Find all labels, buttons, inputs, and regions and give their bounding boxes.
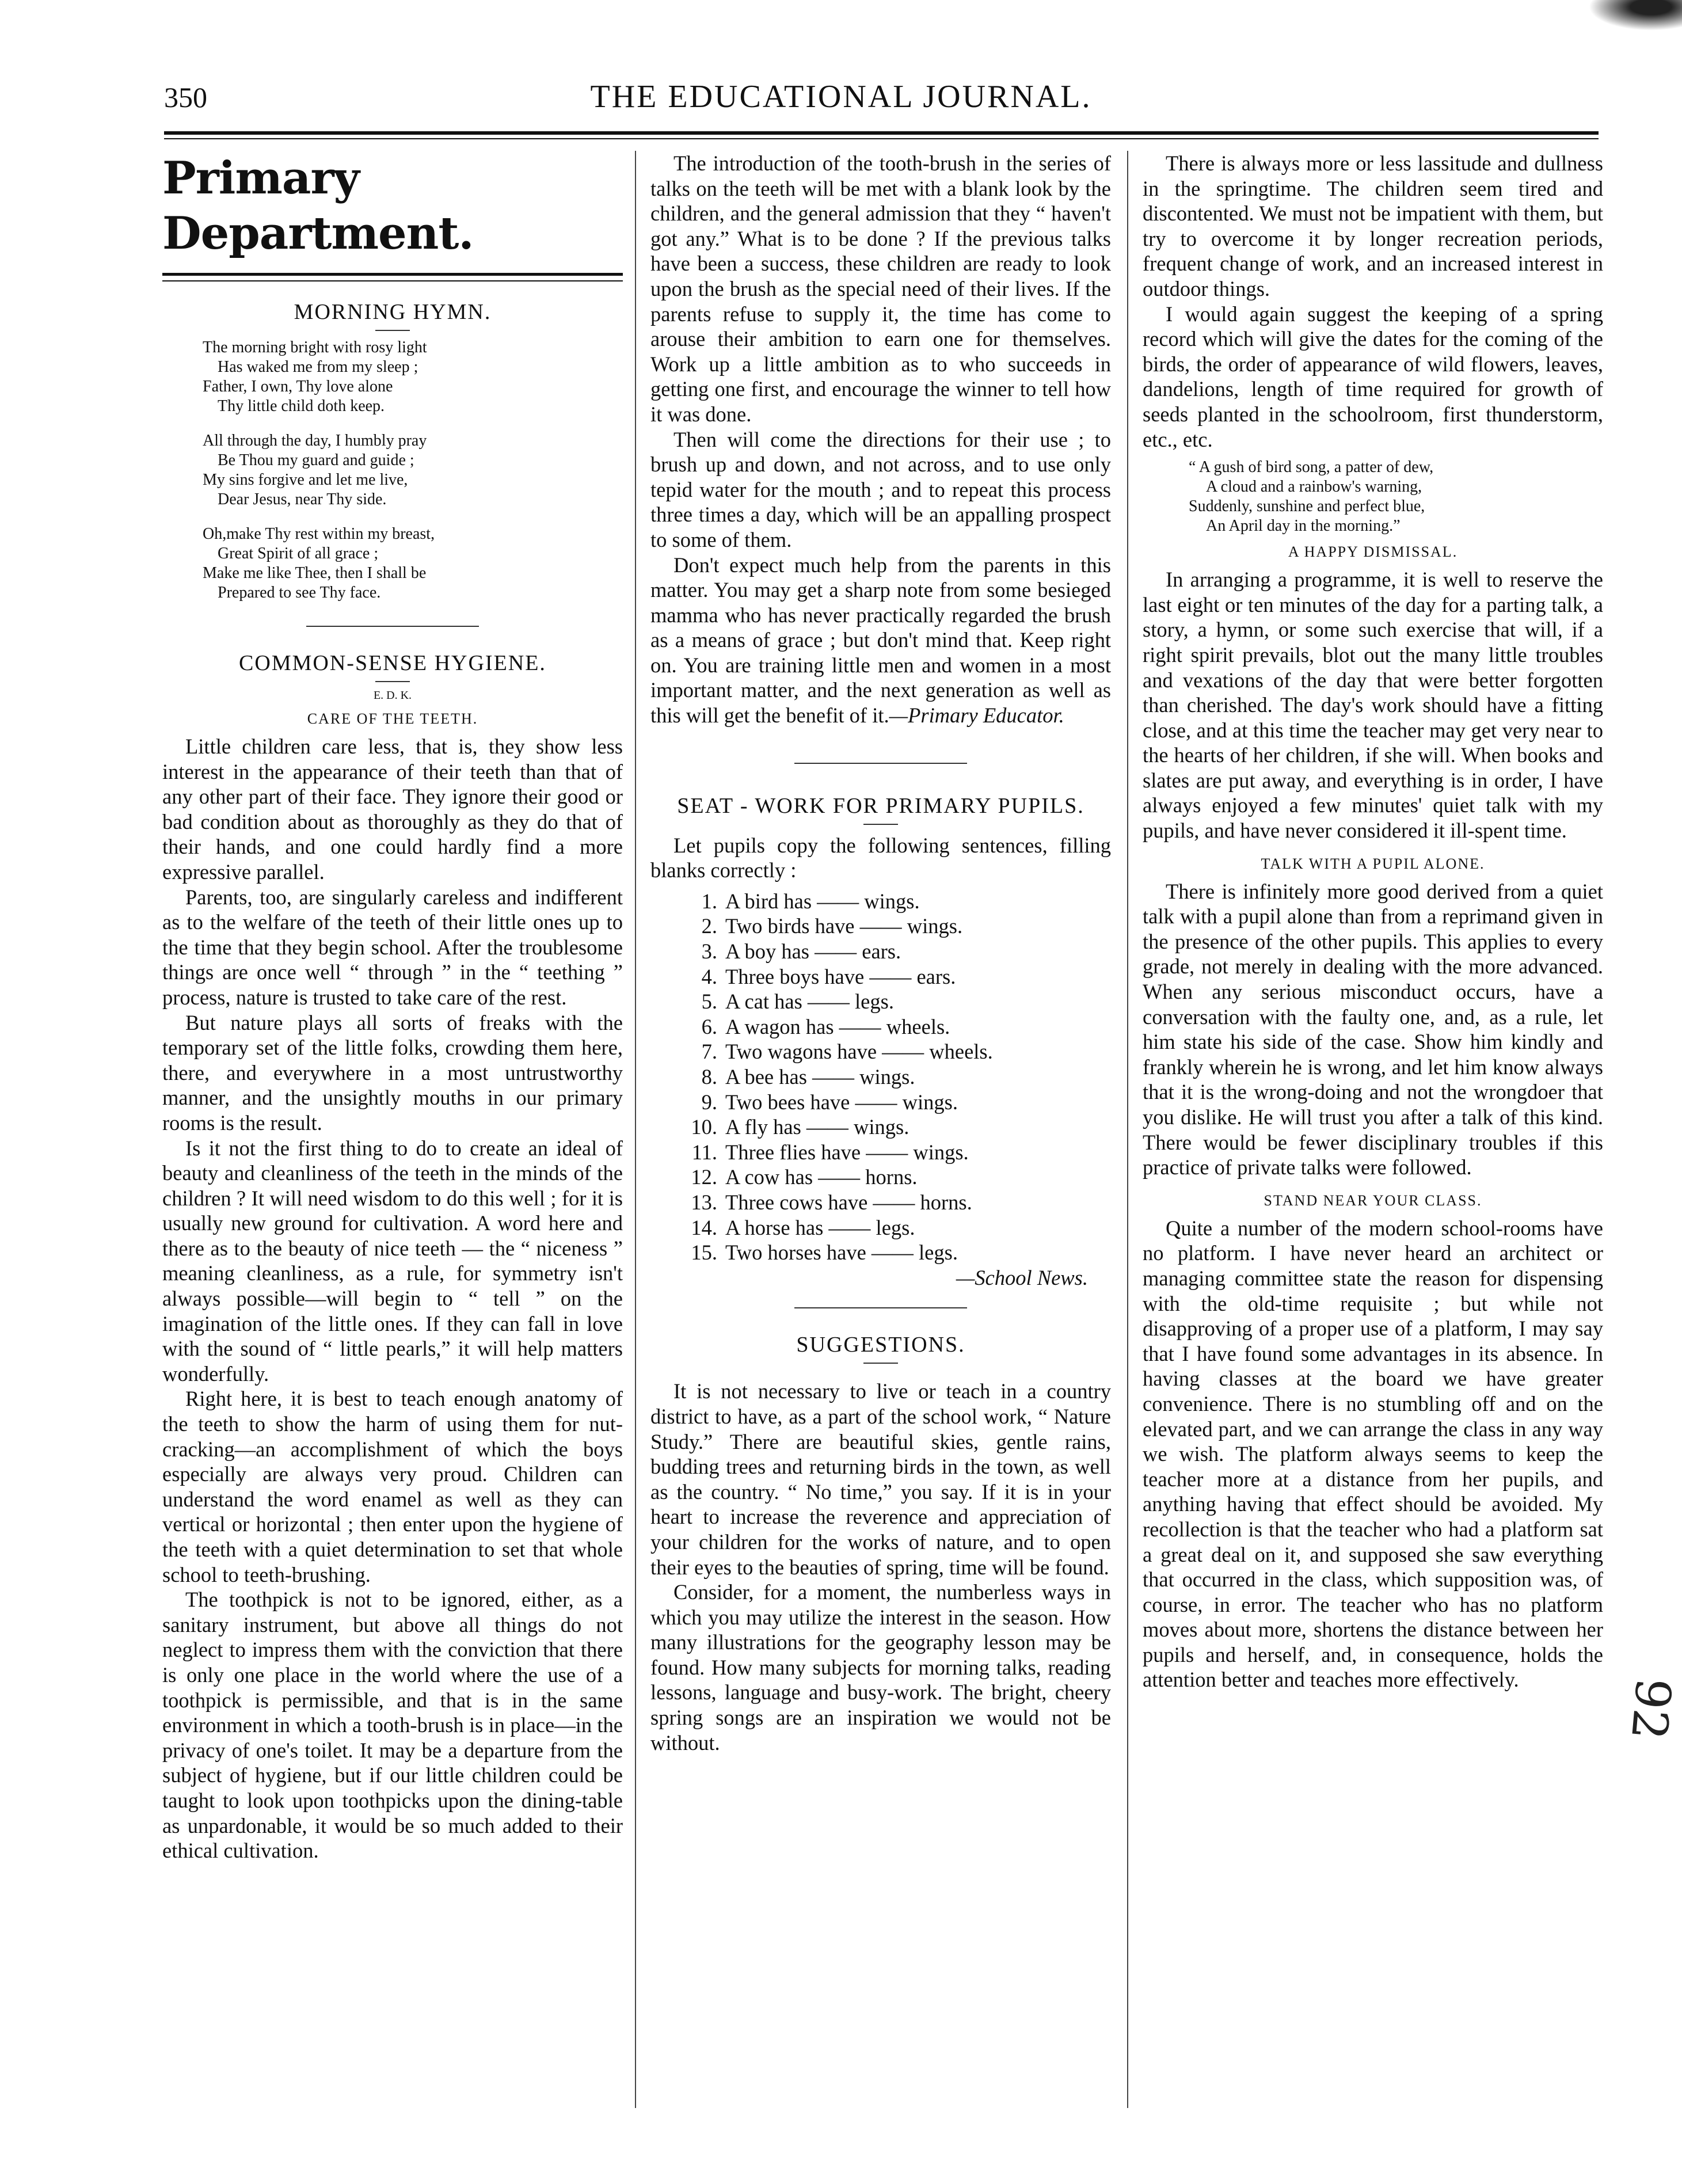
hygiene-paragraph: But nature plays all sorts of freaks with the temporary set of the little folks, crowding them here, there, and everywhere in a most untrustworthy manner, and the unsightly mouths in our primary rooms is the result. bbox=[162, 1010, 623, 1135]
hymn-line: Has waked me from my sleep ; bbox=[218, 358, 418, 376]
hygiene-paragraph: The toothpick is not to be ignored, either, as a sanitary instrument, but above all things do not neglect to impress them with the conviction that there is only one place in the world where the use of a toothpick is permissible, and that is in the same environment in which a tooth-brush is in place—in the privacy of one's toilet. It may be a departure from the subject of hygiene, but if our little children could be taught to look upon toothpicks upon the dining-table as unpardonable, it would be so much added to their ethical cultivation. bbox=[162, 1588, 623, 1863]
list-item bbox=[685, 964, 1111, 990]
item-text: Three flies have —— wings. bbox=[725, 1140, 969, 1164]
hymn-line: Be Thou my guard and guide ; bbox=[218, 451, 414, 469]
suggestions-paragraph: I would again suggest the keeping of a spring record which will give the dates for the coming of the birds, the order of appearance of wild flowers, leaves, dandelions, length of time required for growth of seeds planted in the schoolroom, first thunderstorm, etc., etc. bbox=[1143, 302, 1603, 451]
hygiene-paragraph: Little children care less, that is, they show less interest in the appearance of their teeth than that of any other part of their face. They ignore their good or bad condition about as thoroughly as they do that of their hands, and one could hardly find a more expressive parallel. bbox=[162, 735, 623, 884]
handwritten-margin-note: 92 bbox=[1620, 1676, 1682, 1742]
suggestions-paragraph: Consider, for a moment, the numberless ways in which you may utilize the interest in the season. How many illustrations for the geography lesson may be found. How many subjects for morning talks, reading lessons, language and busy-work. The bright, cheery spring songs are an inspiration we would not be without. bbox=[650, 1580, 1111, 1755]
item-text: A bee has —— wings. bbox=[725, 1065, 915, 1089]
list-item bbox=[685, 1215, 1111, 1241]
item-text: A bird has —— wings. bbox=[725, 889, 920, 913]
hymn-line: Father, I own, Thy love alone bbox=[203, 378, 393, 395]
hygiene-paragraph-final bbox=[650, 553, 1111, 728]
stand-paragraph: Quite a number of the modern school-rooms have no platform. I have never heard an architect or managing committee state the reason for dispensing with the old-time requisite ; but while not disapproving of a proper use of a platform, I may say that I have found some advantages in its absence. In having classes at the board we have greater convenience. There is no stumbling off and on the elevated part, and we can arrange the class in any way we wish. The platform always seems to keep the teacher more at a distance from her pupils, and anything having that effect should be avoided. My recollection is that the teacher who had a platform sat a great deal on it, and supposed she saw everything that occurred in the class, which supposition was, of course, in error. The teacher who has no platform moves about more, shortens the distance between her pupils and herself, and, in consequence, holds the attention better and teaches more effectively. bbox=[1143, 1216, 1603, 1692]
hygiene-paragraph: Parents, too, are singularly careless and indifferent as to the welfare of the teeth of their little ones up to the time that they begin school. After the troublesome things are once well “ through ” in the “ teething ” process, nature is trusted to take care of the rest. bbox=[162, 885, 623, 1009]
item-text: A wagon has —— wheels. bbox=[725, 1014, 950, 1038]
header-rule-thin bbox=[164, 138, 1599, 139]
list-item bbox=[685, 939, 1111, 964]
talk-title: TALK WITH A PUPIL ALONE. bbox=[1261, 855, 1485, 872]
seatwork-intro: Let pupils copy the following sentences, filling blanks correctly : bbox=[650, 833, 1111, 882]
hymn-line: Make me like Thee, then I shall be bbox=[203, 564, 427, 582]
item-text: A horse has —— legs. bbox=[725, 1215, 915, 1239]
journal-title: THE EDUCATIONAL JOURNAL. bbox=[590, 79, 1092, 115]
list-item bbox=[685, 914, 1111, 939]
hymn-line: The morning bright with rosy light bbox=[203, 338, 427, 356]
hymn-line: Oh,make Thy rest within my breast, bbox=[203, 525, 435, 543]
item-number: 9. bbox=[701, 1090, 717, 1114]
item-number: 10. bbox=[691, 1115, 717, 1139]
department-rule-thin bbox=[162, 280, 623, 281]
item-text: A fly has —— wings. bbox=[725, 1115, 910, 1139]
item-number: 1. bbox=[701, 889, 717, 913]
hygiene-paragraph: Right here, it is best to teach enough anatomy of the teeth to show the harm of using them for nut-cracking—an accomplishment of which the boys especially are always very proud. Children can understand the word enamel as well as they can vertical or horizontal ; then enter upon the hygiene of the teeth with a quiet determination to set that whole school to teeth-brushing. bbox=[162, 1387, 623, 1586]
dismissal-paragraph: In arranging a programme, it is well to reserve the last eight or ten minutes of the day for a parting talk, a story, a hymn, or some such exercise that will, if a right spirit prevails, blot out the many little troubles and vexations of the day that were better forgotten than cherished. The day's work should have a fitting close, and at this time the teacher may get very near to the hearts of her children, if she will. When books and slates are put away, and everything is in order, I have always enjoyed a few minutes' quiet talk with my pupils, and have never considered it ill-spent time. bbox=[1143, 568, 1603, 843]
item-number: 6. bbox=[701, 1014, 717, 1038]
section-separator bbox=[306, 626, 479, 627]
hygiene-byline: E. D. K. bbox=[373, 689, 412, 702]
hymn-verses bbox=[203, 338, 623, 603]
item-number: 13. bbox=[691, 1190, 717, 1214]
list-item bbox=[685, 1039, 1111, 1064]
hygiene-paragraph: The introduction of the tooth-brush in the series of talks on the teeth will be met with a blank look by the children, and the general admission that they “ haven't got any.” What is to be done ? If the previous talks have been a success, these children are ready to look upon the brush as the special need of their lives. If the parents refuse to supply it, the time has come to arouse their ambition to earn one for themselves. Work up a little ambition as to who succeeds in getting one first, and encourage the winner to tell how it was done. bbox=[650, 151, 1111, 426]
column-rule-2 bbox=[1127, 151, 1128, 2108]
item-number: 11. bbox=[691, 1140, 717, 1164]
seatwork-source: —School News. bbox=[956, 1265, 1088, 1289]
column-1 bbox=[162, 151, 623, 1863]
column-2 bbox=[650, 151, 1111, 1755]
seatwork-dash bbox=[863, 824, 898, 825]
item-number: 7. bbox=[701, 1040, 717, 1064]
item-number: 3. bbox=[701, 939, 717, 964]
stand-title: STAND NEAR YOUR CLASS. bbox=[1264, 1192, 1482, 1209]
list-item bbox=[685, 989, 1111, 1014]
item-number: 15. bbox=[691, 1241, 717, 1265]
suggestions-paragraph: It is not necessary to live or teach in a country district to have, as a part of the school work, “ Nature Study.” There are beautiful skies, gentle rains, budding trees and returning birds in the town, as well as the country. “ No time,” you say. If it is in your heart to increase the reverence and appreciation of your children for the works of nature, and to open their eyes to the beauties of spring, time will be found. bbox=[650, 1379, 1111, 1579]
item-number: 5. bbox=[701, 990, 717, 1014]
seatwork-title: SEAT - WORK FOR PRIMARY PUPILS. bbox=[677, 793, 1084, 818]
hygiene-final-text: Don't expect much help from the parents in this matter. You may get a sharp note from some besieged mamma who has never practically regarded the brush as a means of grace ; but don't mind that. Keep right on. You are training little men and women in a most important matter, and the next generation as well as this will get the benefit of it. bbox=[650, 553, 1111, 728]
hymn-line: Thy little child doth keep. bbox=[218, 397, 385, 415]
hygiene-paragraph: Then will come the directions for their use ; to brush up and down, and not across, and to use only tepid water for the mouth ; and to repeat this process three times a day, which will be an appalling prospect to some of them. bbox=[650, 427, 1111, 551]
suggestions-title: SUGGESTIONS. bbox=[796, 1333, 965, 1357]
list-item bbox=[685, 1140, 1111, 1165]
department-rule-thick bbox=[162, 273, 623, 276]
hymn-stanza bbox=[203, 431, 623, 509]
item-text: A cat has —— legs. bbox=[725, 990, 894, 1014]
item-number: 2. bbox=[701, 914, 717, 938]
list-item bbox=[685, 1090, 1111, 1115]
item-text: Three cows have —— horns. bbox=[725, 1190, 972, 1214]
hymn-stanza bbox=[203, 338, 623, 416]
hygiene-paragraph: Is it not the first thing to do to create an ideal of beauty and cleanliness of the teeth in the minds of the children ? It will need wisdom to do this well ; for it is usually new ground for cultivation. A word here and there as to the beauty of nice teeth — the “ niceness ” meaning cleanliness, as a rule, for symmetry isn't always possible—will begin to “ tell ” on the imagination of the little ones. If they can fall in love with the sound of “ little pearls,” it will help matters wonderfully. bbox=[162, 1136, 623, 1386]
hymn-dash bbox=[375, 330, 410, 331]
item-text: Two birds have —— wings. bbox=[725, 914, 963, 938]
hymn-line: All through the day, I humbly pray bbox=[203, 432, 427, 450]
item-number: 8. bbox=[701, 1065, 717, 1089]
dismissal-title: A HAPPY DISMISSAL. bbox=[1288, 543, 1458, 561]
item-text: Three boys have —— ears. bbox=[725, 964, 956, 988]
hygiene-dash bbox=[375, 681, 410, 682]
hymn-line: Dear Jesus, near Thy side. bbox=[218, 490, 387, 508]
list-item bbox=[685, 1014, 1111, 1040]
hygiene-source: —Primary Educator. bbox=[889, 703, 1064, 728]
list-item bbox=[685, 1064, 1111, 1090]
item-text: Two wagons have —— wheels. bbox=[725, 1040, 993, 1064]
item-text: Two horses have —— legs. bbox=[725, 1241, 958, 1265]
quote-line: “ A gush of bird song, a patter of dew, bbox=[1189, 458, 1434, 477]
list-item bbox=[685, 1165, 1111, 1190]
suggestions-dash bbox=[863, 1363, 898, 1364]
hymn-line: Prepared to see Thy face. bbox=[218, 584, 381, 602]
item-number: 14. bbox=[691, 1215, 717, 1239]
list-item bbox=[685, 889, 1111, 914]
quote-line: An April day in the morning.” bbox=[1206, 517, 1401, 535]
hymn-stanza bbox=[203, 524, 623, 603]
header-rule-thick bbox=[164, 131, 1599, 135]
section-separator bbox=[794, 763, 967, 764]
suggestions-paragraph: There is always more or less lassitude and dullness in the springtime. The children seem tired and discontented. We must not be impatient with them, but try to overcome it by longer recreation periods, frequent change of work, and an increased interest in outdoor things. bbox=[1143, 151, 1603, 300]
hygiene-subtitle: CARE OF THE TEETH. bbox=[307, 710, 478, 727]
section-separator bbox=[794, 1307, 967, 1308]
list-item bbox=[685, 1240, 1111, 1265]
item-text: A boy has —— ears. bbox=[725, 939, 901, 964]
department-title: Primary Department. bbox=[162, 152, 474, 260]
quote-line: A cloud and a rainbow's warning, bbox=[1206, 478, 1422, 496]
item-number: 4. bbox=[701, 964, 717, 988]
poem-quote bbox=[1189, 458, 1603, 536]
item-text: A cow has —— horns. bbox=[725, 1165, 918, 1189]
hymn-line: My sins forgive and let me live, bbox=[203, 471, 408, 489]
talk-paragraph: There is infinitely more good derived from a quiet talk with a pupil alone than from a reprimand given in the presence of the other pupils. This applies to every grade, not merely in dealing with the more advanced. When any serious misconduct occurs, have a conversation with the faulty one, and, as a rule, let him state his side of the case. Show him kindly and frankly wherein he is wrong, and let him know always that it is the wrong-doing and not the wrongdoer that you dislike. He will trust you after a talk of this kind. There would be fewer disciplinary troubles if this practice of private talks were followed. bbox=[1143, 879, 1603, 1179]
column-3 bbox=[1143, 151, 1603, 1692]
list-item bbox=[685, 1190, 1111, 1215]
quote-line: Suddenly, sunshine and perfect blue, bbox=[1189, 497, 1425, 516]
hymn-line: Great Spirit of all grace ; bbox=[218, 545, 379, 562]
hymn-title: MORNING HYMN. bbox=[294, 300, 492, 324]
column-rule-1 bbox=[635, 151, 636, 2108]
item-number: 12. bbox=[691, 1165, 717, 1189]
hygiene-title: COMMON-SENSE HYGIENE. bbox=[239, 651, 546, 675]
page-number: 350 bbox=[164, 81, 207, 113]
seatwork-list bbox=[685, 889, 1111, 1265]
item-text: Two bees have —— wings. bbox=[725, 1090, 958, 1114]
list-item bbox=[685, 1114, 1111, 1140]
corner-ink-blot bbox=[1578, 0, 1682, 35]
